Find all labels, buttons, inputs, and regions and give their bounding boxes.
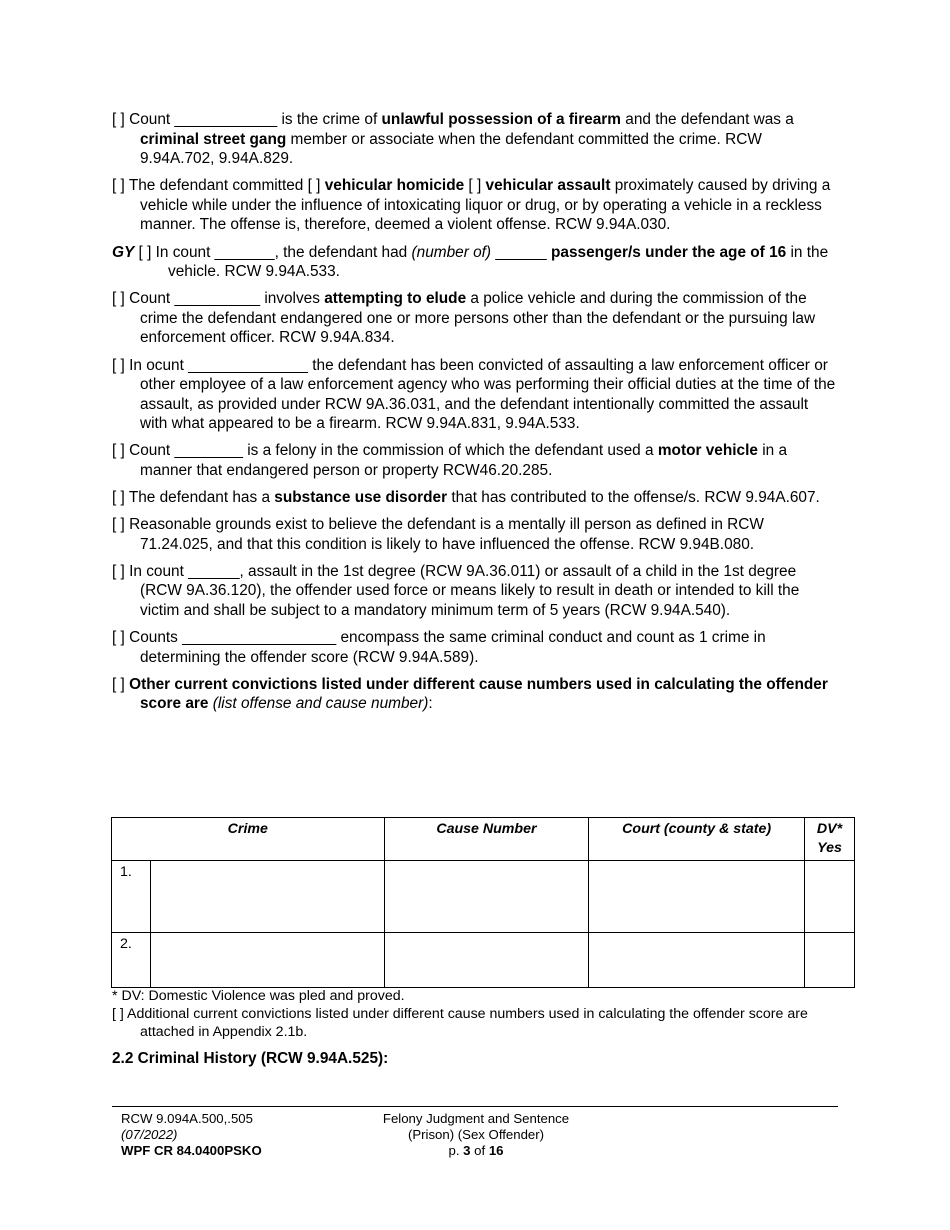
firearm-gang-clause: [ ] Count ____________ is the crime of unlawful possession of a firearm and the defendant was a criminal street gang member or associate when the defendant committed the crime. RCW 9.94A.702, 9.94A.829. bbox=[112, 111, 794, 168]
crime-cell[interactable] bbox=[150, 861, 384, 933]
footer-title: Felony Judgment and Sentence bbox=[382, 1111, 570, 1126]
other-convictions-table bbox=[111, 817, 855, 988]
footer-divider bbox=[112, 1106, 838, 1107]
footer-form-number: WPF CR 84.0400PSKO bbox=[121, 1143, 262, 1158]
dv-cell[interactable] bbox=[805, 861, 855, 933]
elude-clause: [ ] Count __________ involves attempting to elude a police vehicle and during the commission of the crime the defendant endangered one or more persons other than the defendant or the pursuing law enforcement officer. RCW 9.94A.834. bbox=[112, 290, 816, 347]
court-cell[interactable] bbox=[589, 933, 805, 988]
first-degree-assault-clause: [ ] In count ______, assault in the 1st degree (RCW 9A.36.011) or assault of a child in the 1st degree (RCW 9A.36.120), the offender used force or means likely to result in death or intended to kill the victim and shall be subject to a mandatory minimum term of 5 years (RCW 9.94A.540). bbox=[112, 562, 800, 620]
crime-header: Crime bbox=[112, 818, 385, 861]
motor-vehicle-clause: [ ] Count ________ is a felony in the commission of which the defendant used a motor vehicle in a manner that endangered person or property RCW46.20.285. bbox=[112, 442, 788, 479]
dv-footnote: * DV: Domestic Violence was pled and proved. bbox=[112, 988, 405, 1004]
cause-number-header: Cause Number bbox=[384, 818, 589, 861]
footer-date: (07/2022) bbox=[121, 1127, 178, 1142]
document-body bbox=[112, 110, 838, 722]
table-row: 1. bbox=[112, 861, 855, 933]
page-number: p. 3 of 16 bbox=[448, 1143, 504, 1158]
table-notes bbox=[112, 987, 838, 1041]
table-row: 2. bbox=[112, 933, 855, 988]
cause-number-cell[interactable] bbox=[384, 861, 589, 933]
vehicular-clause: [ ] The defendant committed [ ] vehicular homicide [ ] vehicular assault proximately caused by driving a vehicle while under the influence of intoxicating liquor or drug, or by operating a vehicle in a reckless manner. The offense is, therefore, deemed a violent offense. RCW 9.94A.030. bbox=[112, 177, 831, 234]
substance-use-clause: [ ] The defendant has a substance use disorder that has contributed to the offense/s. RCW 9.94A.607. bbox=[112, 489, 820, 507]
crime-cell[interactable] bbox=[150, 933, 384, 988]
mental-illness-clause: [ ] Reasonable grounds exist to believe the defendant is a mentally ill person as defined in RCW 71.24.025, and that this condition is likely to have influenced the offense. RCW 9.94B.080. bbox=[112, 516, 764, 553]
officer-assault-clause: [ ] In ocunt ______________ the defendant has been convicted of assaulting a law enforcement officer or other employee of a law enforcement agency who was performing their official duties at the time of the assault, as provided under RCW 9A.36.031, and the defendant intentionally committed the assault with what appeared to be a firearm. RCW 9.94A.831, 9.94A.533. bbox=[112, 356, 836, 433]
footer-subtitle: (Prison) (Sex Offender) bbox=[407, 1127, 545, 1142]
footer-rcw: RCW 9.094A.500,.505 bbox=[121, 1111, 253, 1126]
other-convictions-clause: [ ] Other current convictions listed under different cause numbers used in calculating the offender score are (list offense and cause number): bbox=[112, 675, 828, 713]
footer-left bbox=[121, 1111, 262, 1159]
same-conduct-clause: [ ] Counts __________________ encompass the same criminal conduct and count as 1 crime in determining the offender score (RCW 9.94A.589). bbox=[112, 629, 766, 666]
footer-center bbox=[340, 1111, 612, 1159]
passenger-clause: GY [ ] In count _______, the defendant had (number of) ______ passenger/s under the age of 16 in the vehicle. RCW 9.94A.533. bbox=[112, 243, 829, 281]
court-cell[interactable] bbox=[589, 861, 805, 933]
cause-number-cell[interactable] bbox=[384, 933, 589, 988]
court-header: Court (county & state) bbox=[589, 818, 805, 861]
table-header-row bbox=[112, 818, 855, 861]
dv-cell[interactable] bbox=[805, 933, 855, 988]
additional-convictions-note: [ ] Additional current convictions listed under different cause numbers used in calculating the offender score are attached in Appendix 2.1b. bbox=[112, 1006, 808, 1040]
dv-header: DV* Yes bbox=[805, 818, 855, 861]
section-heading: 2.2 Criminal History (RCW 9.94A.525): bbox=[112, 1050, 389, 1067]
